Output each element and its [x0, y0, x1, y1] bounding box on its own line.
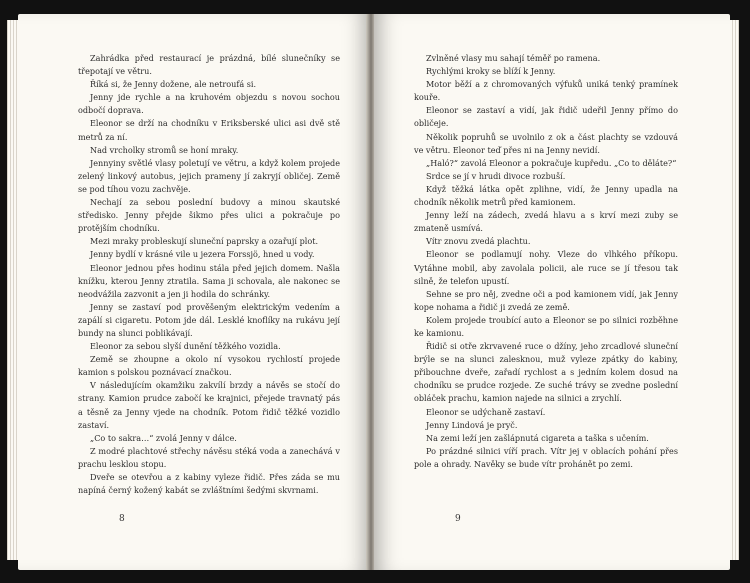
paragraph: Jenny se zastaví pod prověšeným elektrickým vedením a zapálí si cigaretu. Potom jde dál. Lesklé knoflíky na rukávu její bundy na slunci poblikávají.	[78, 301, 340, 338]
paragraph: Jenny leží na zádech, zvedá hlavu a s krví mezi zuby se zmateně usmívá.	[414, 210, 678, 234]
paragraph: Eleonor se drží na chodníku v Eriksberské ulici asi dvě stě metrů za ní.	[78, 118, 340, 142]
paragraph: Zvlněné vlasy mu sahají téměř po ramena.	[426, 53, 601, 63]
paragraph: Eleonor jednou přes hodinu stála před jejich domem. Našla knížku, kterou Jenny ztratila. Sama ji schovala, ale nakonec se neodvážila zazvonit a jen ji hodila do schránky.	[78, 262, 340, 299]
paragraph: Nad vrcholky stromů se honí mraky.	[90, 144, 239, 155]
paragraph: Eleonor se udýchaně zastaví.	[426, 406, 546, 417]
paragraph: Na zemi leží jen zašlápnutá cigareta a taška s učením.	[426, 432, 649, 443]
paragraph: Z modré plachtové střechy návěsu stéká voda a zanechává v prachu lesklou stopu.	[78, 445, 340, 469]
paragraph: Jenny jde rychle a na kruhovém objezdu s novou sochou odbočí doprava.	[78, 92, 340, 116]
paragraph: Rychlými kroky se blíží k Jenny.	[426, 66, 556, 77]
left-page-text	[78, 52, 340, 497]
page-edges-left	[7, 20, 18, 560]
paragraph: Eleonor se podlamují nohy. Vleze do vlhkého příkopu. Vytáhne mobil, aby zavolala policii, ale ruce se jí třesou tak silně, že telefon upustí.	[414, 249, 678, 286]
paragraph: V následujícím okamžiku zakvílí brzdy a návěs se stočí do strany. Kamion prudce zabočí ke krajnici, přejede travnatý pás a těsně za Jenny vjede na chodník. Potom řidič těžké vozidlo zastaví.	[78, 380, 340, 430]
paragraph: „Co to sakra…“ zvolá Jenny v dálce.	[90, 432, 237, 443]
paragraph: Řidič si otře zkrvavené ruce o džíny, jeho zrcadlové sluneční brýle se na slunci zalesknou, muž vyleze zpátky do kabiny, přibouchne dveře, zařadí rychlost a s jedním kolem dosud na chodníku se prudce rozjede. Ze suché trávy se zvedne poslední obláček prachu, kamion najede na silnici a zrychlí.	[414, 341, 678, 404]
right-page-number: 9	[455, 514, 461, 524]
paragraph: Nechají za sebou poslední budovy a minou skautské středisko. Jenny přejde šikmo přes ulici a pokračuje po protějším chodníku.	[78, 197, 340, 234]
page-edges-right	[730, 20, 739, 560]
left-page-number: 8	[119, 514, 125, 524]
right-page-text	[414, 52, 678, 471]
paragraph: Eleonor za sebou slyší dunění těžkého vozidla.	[90, 341, 281, 352]
paragraph: Vítr znovu zvedá plachtu.	[426, 236, 531, 247]
paragraph: Jenny Lindová je pryč.	[426, 419, 518, 430]
paragraph: Mezi mraky probleskují sluneční paprsky a ozařují plot.	[90, 236, 319, 247]
paragraph: Když těžká látka opět zplihne, vidí, že Jenny upadla na chodník několik metrů před kamionem.	[414, 183, 678, 208]
paragraph: Eleonor se zastaví a vidí, jak řidič udeřil Jenny přímo do obličeje.	[414, 105, 678, 129]
paragraph: Země se zhoupne a okolo ní vysokou rychlostí projede kamion s polskou poznávací značkou.	[78, 354, 340, 378]
paragraph: Zahrádka před restaurací je prázdná, bílé slunečníky se třepotají ve větru.	[78, 53, 340, 77]
right-page	[374, 14, 730, 570]
paragraph: Motor běží a z chromovaných výfuků uniká tenký pramínek kouře.	[414, 79, 678, 103]
paragraph: Po prázdné silnici víří prach. Vítr jej v oblacích pohání přes pole a ohrady. Navěky se bude vítr prohánět po zemi.	[414, 445, 678, 469]
paragraph: Dveře se otevřou a z kabiny vyleze řidič. Přes záda se mu napíná černý kožený kabát se zvláštními šedými skvrnami.	[78, 472, 340, 496]
paragraph: „Haló?“ zavolá Eleonor a pokračuje kupředu. „Co to děláte?“	[426, 157, 677, 168]
left-page	[18, 14, 369, 570]
paragraph: Jenny bydlí v krásné vile u jezera Forssjö, hned u vody.	[90, 249, 315, 260]
paragraph: Jennyiny světlé vlasy poletují ve větru, a když kolem projede zelený linkový autobus, jejich prameny jí zakryjí obličej. Země se pod tíhou vozu zachvěje.	[78, 157, 340, 194]
paragraph: Sehne se pro něj, zvedne oči a pod kamionem vidí, jak Jenny kope nohama a řidič ji zvedá ze země.	[414, 288, 678, 312]
paragraph: Kolem projede troubící auto a Eleonor se po silnici rozběhne ke kamionu.	[414, 314, 678, 338]
paragraph: Srdce se jí v hrudi divoce rozbuší.	[426, 170, 566, 181]
paragraph: Několik popruhů se uvolnilo z ok a část plachty se vzdouvá ve větru. Eleonor teď přes ni na Jenny nevidí.	[414, 131, 678, 155]
paragraph: Říká si, že Jenny dožene, ale netroufá si.	[90, 79, 257, 90]
